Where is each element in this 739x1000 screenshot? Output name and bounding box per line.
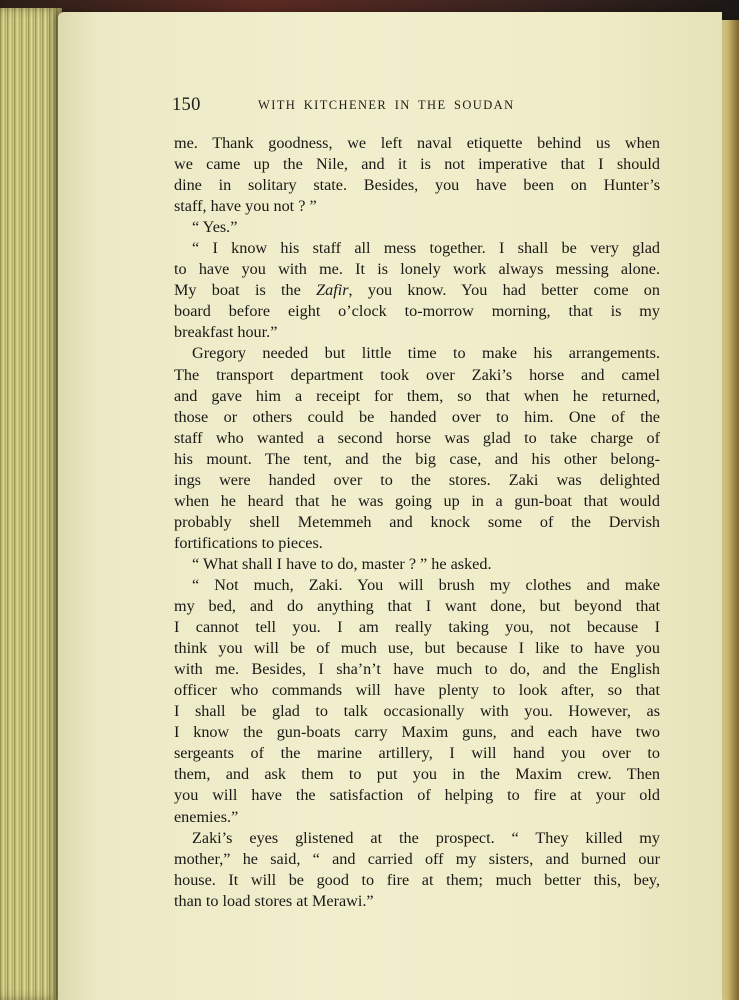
text-line: dine in solitary state. Besides, you have been on Hunter’s <box>174 176 660 195</box>
text-line: and gave him a receipt for them, so that when he returned, <box>174 386 660 405</box>
text-line: when he heard that he was going up in a gun-boat that would <box>174 491 660 510</box>
text-line: probably shell Metemmeh and knock some of the Dervish <box>174 512 660 531</box>
text-line: with me. Besides, I sha’n’t have much to do, and the English <box>174 660 660 679</box>
text-line: board before eight o’clock to-morrow morning, that is my <box>174 302 660 321</box>
text-line: “ Yes.” <box>192 218 238 237</box>
text-line: you will have the satisfaction of helping to fire at your old <box>174 786 660 805</box>
text-line: Gregory needed but little time to make his arrangements. <box>192 344 660 363</box>
text-line: officer who commands will have plenty to look after, so that <box>174 681 660 700</box>
text-line: staff, have you not ? ” <box>174 197 317 216</box>
text-line: staff who wanted a second horse was glad to take charge of <box>174 428 660 447</box>
page-stack-edges <box>0 8 62 1000</box>
running-title: WITH KITCHENER IN THE SOUDAN <box>258 98 515 112</box>
text-line: than to load stores at Merawi.” <box>174 891 374 910</box>
text-line: “ I know his staff all mess together. I shall be very glad <box>192 239 660 258</box>
page-number: 150 <box>172 95 201 115</box>
boat-name: Zafir <box>316 281 349 300</box>
text-line: house. It will be good to fire at them; much better this, bey, <box>174 870 660 889</box>
text-line: I know the gun-boats carry Maxim guns, and each have two <box>174 723 660 742</box>
text-line: mother,” he said, “ and carried off my sisters, and burned our <box>174 849 660 868</box>
text-line: Zaki’s eyes glistened at the prospect. “ They killed my <box>192 828 660 847</box>
text-line: those or others could be handed over to him. One of the <box>174 407 660 426</box>
text-line: breakfast hour.” <box>174 323 278 342</box>
text-line: fortifications to pieces. <box>174 533 323 552</box>
body-text <box>174 133 660 912</box>
text-line: My boat is the Zafir, you know. You had better come on <box>174 281 660 300</box>
text-line: we came up the Nile, and it is not imperative that I should <box>174 155 660 174</box>
text-line: The transport department took over Zaki’s horse and camel <box>174 365 660 384</box>
text-line: I shall be glad to talk occasionally with you. However, as <box>174 702 660 721</box>
text-line: think you will be of much use, but because I like to have you <box>174 639 660 658</box>
text-line: ings were handed over to the stores. Zaki was delighted <box>174 470 660 489</box>
text-line: enemies.” <box>174 807 239 826</box>
text-line: “ Not much, Zaki. You will brush my clothes and make <box>192 575 660 594</box>
text-line: his mount. The tent, and the big case, and his other belong- <box>174 449 660 468</box>
text-line: them, and ask them to put you in the Maxim crew. Then <box>174 765 660 784</box>
page-header <box>172 95 672 119</box>
text-line: sergeants of the marine artillery, I will hand you over to <box>174 744 660 763</box>
text-line: “ What shall I have to do, master ? ” he asked. <box>192 554 492 573</box>
text-line: my bed, and do anything that I want done, but beyond that <box>174 597 660 616</box>
text-line: to have you with me. It is lonely work always messing alone. <box>174 260 660 279</box>
book-right-edge <box>719 20 739 1000</box>
text-line: I cannot tell you. I am really taking you, not because I <box>174 618 660 637</box>
text-line: me. Thank goodness, we left naval etiquette behind us when <box>174 134 660 152</box>
